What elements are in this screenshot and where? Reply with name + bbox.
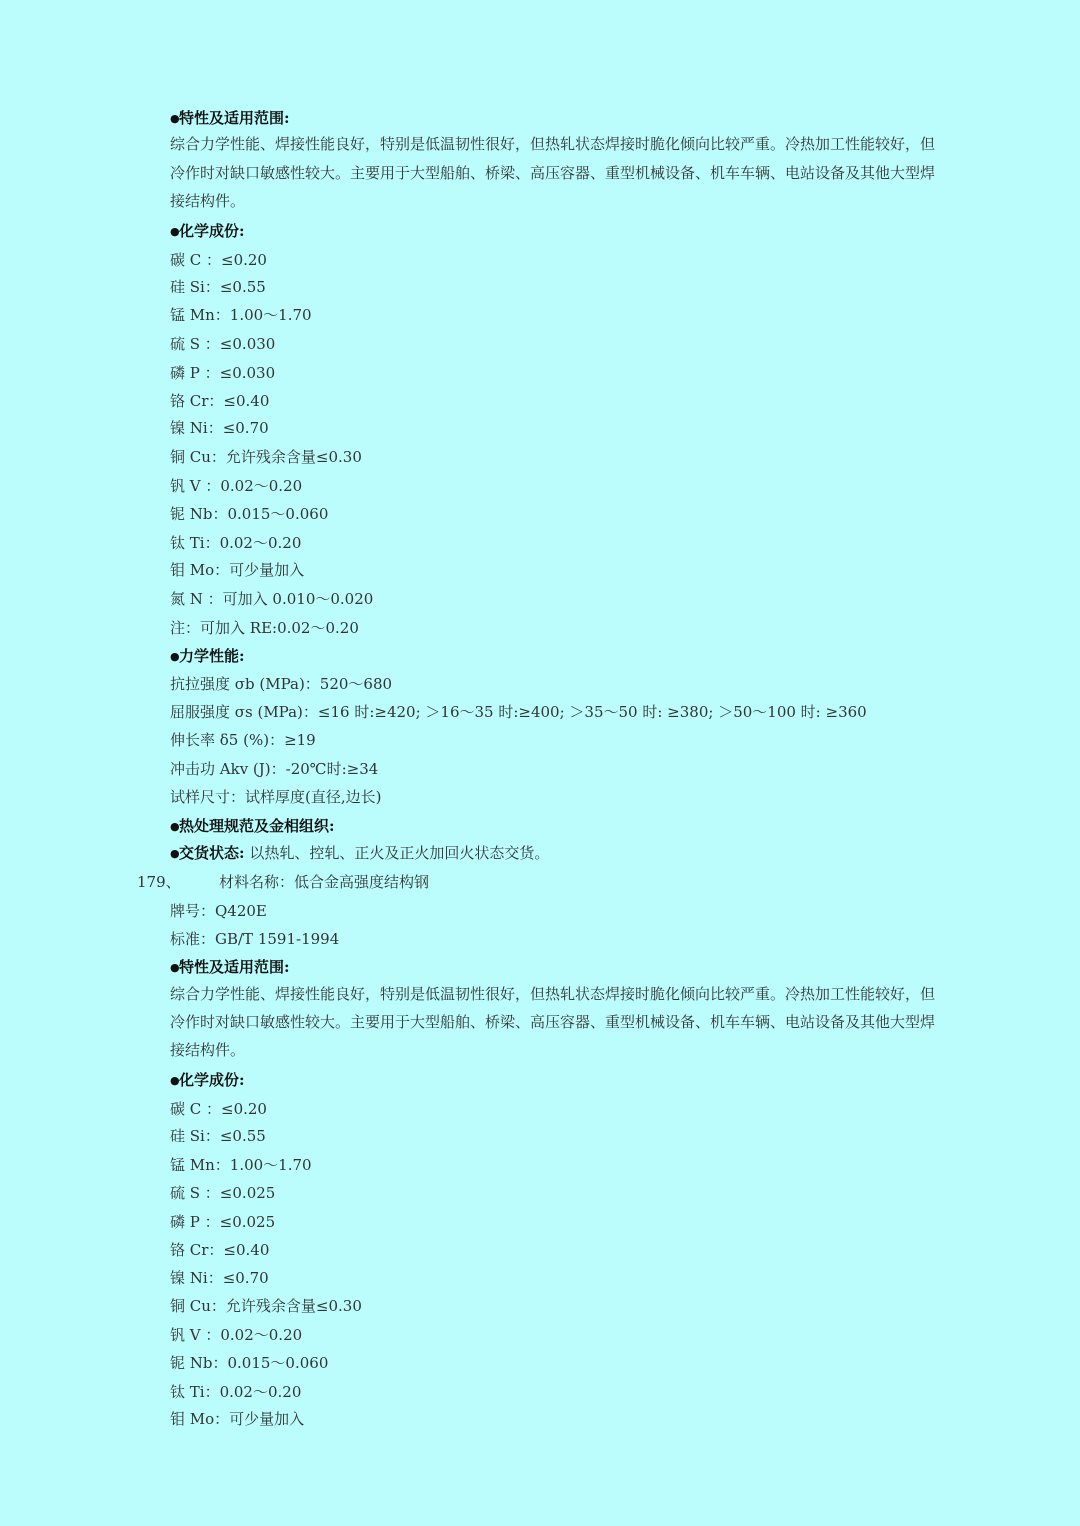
- paragraph-line: 冷作时对缺口敏感性较大。主要用于大型船舶、桥梁、高压容器、重型机械设备、机车车辆、电站设备及其他大型焊: [170, 1013, 936, 1031]
- standard: 标准：GB/T 1591-1994: [170, 930, 340, 948]
- chem-item: 钼 Mo：可少量加入: [170, 561, 305, 579]
- grade: 牌号：Q420E: [170, 902, 267, 920]
- chem-item: 碳 C ：≤0.20: [170, 1100, 267, 1118]
- bullet-icon: ●: [170, 847, 180, 860]
- chem-item: 硅 Si：≤0.55: [170, 1127, 266, 1145]
- delivery-text: 以热轧、控轧、正火及正火加回火状态交货。: [244, 844, 550, 862]
- delivery-state: [170, 839, 1030, 867]
- chem-item: 钒 V ：0.02～0.20: [170, 1326, 303, 1344]
- section-heading-chemistry: [170, 217, 1030, 245]
- chem-item: 镍 Ni：≤0.70: [170, 419, 269, 437]
- chem-item: 硫 S ：≤0.025: [170, 1184, 276, 1202]
- chem-item: 硅 Si：≤0.55: [170, 278, 266, 296]
- mech-item: 冲击功 Akv (J)：-20℃时:≥34: [170, 760, 379, 778]
- chem-item: 钼 Mo：可少量加入: [170, 1410, 305, 1428]
- chem-item: 碳 C ：≤0.20: [170, 251, 267, 269]
- heading-text: 热处理规范及金相组织:: [179, 817, 335, 835]
- section-heading-scope: [170, 953, 1030, 981]
- chem-item: 铬 Cr：≤0.40: [170, 1241, 270, 1259]
- bullet-icon: ●: [170, 112, 180, 125]
- chem-item: 镍 Ni：≤0.70: [170, 1269, 269, 1287]
- mech-item: 试样尺寸：试样厚度(直径,边长): [170, 788, 382, 806]
- section-heading-mechanical: [170, 642, 1030, 670]
- chem-item: 钒 V ：0.02～0.20: [170, 477, 303, 495]
- paragraph-line: 接结构件。: [170, 192, 246, 210]
- mech-item: 屈服强度 σs (MPa)：≤16 时:≥420; ＞16～35 时:≥400; ＞35～50 时: ≥380; ＞50～100 时: ≥360: [170, 703, 867, 721]
- chem-item: 钛 Ti：0.02～0.20: [170, 534, 302, 552]
- heading-text: 特性及适用范围:: [179, 958, 290, 976]
- entry-number: 179、: [137, 873, 181, 891]
- mech-item: 伸长率 δ5 (%)：≥19: [170, 731, 316, 749]
- chem-note: 注：可加入 RE:0.02～0.20: [170, 619, 359, 637]
- chem-item: 硫 S ：≤0.030: [170, 335, 276, 353]
- chem-item: 铜 Cu：允许残余含量≤0.30: [170, 448, 362, 466]
- heading-text: 化学成份:: [179, 1071, 245, 1089]
- chem-item: 磷 P ：≤0.030: [170, 364, 276, 382]
- chem-item: 锰 Mn：1.00～1.70: [170, 1156, 312, 1174]
- paragraph-line: 接结构件。: [170, 1041, 246, 1059]
- bullet-icon: ●: [170, 1074, 180, 1087]
- bullet-icon: ●: [170, 820, 180, 833]
- heading-text: 力学性能:: [179, 647, 245, 665]
- section-heading-heat-treatment: [170, 812, 1030, 840]
- chem-item: 磷 P ：≤0.025: [170, 1213, 276, 1231]
- heading-text: 特性及适用范围:: [179, 109, 290, 127]
- chem-item: 铜 Cu：允许残余含量≤0.30: [170, 1297, 362, 1315]
- chem-item: 铌 Nb：0.015～0.060: [170, 1354, 329, 1372]
- bullet-icon: ●: [170, 650, 180, 663]
- chem-item: 铬 Cr：≤0.40: [170, 392, 270, 410]
- section-heading-scope: [170, 104, 1030, 132]
- chem-item: 锰 Mn：1.00～1.70: [170, 306, 312, 324]
- heading-text: 化学成份:: [179, 222, 245, 240]
- bullet-icon: ●: [170, 961, 180, 974]
- delivery-label: 交货状态:: [179, 844, 245, 862]
- chem-item: 氮 N ：可加入 0.010～0.020: [170, 590, 374, 608]
- mech-item: 抗拉强度 σb (MPa)：520～680: [170, 675, 393, 693]
- chem-item: 铌 Nb：0.015～0.060: [170, 505, 329, 523]
- paragraph-line: 综合力学性能、焊接性能良好，特别是低温韧性很好，但热轧状态焊接时脆化倾向比较严重。冷热加工性能较好，但: [170, 985, 936, 1003]
- paragraph-line: 综合力学性能、焊接性能良好，特别是低温韧性很好，但热轧状态焊接时脆化倾向比较严重。冷热加工性能较好，但: [170, 135, 936, 153]
- chem-item: 钛 Ti：0.02～0.20: [170, 1383, 302, 1401]
- entry-header: [137, 868, 997, 896]
- material-name: 材料名称：低合金高强度结构钢: [219, 873, 430, 891]
- paragraph-line: 冷作时对缺口敏感性较大。主要用于大型船舶、桥梁、高压容器、重型机械设备、机车车辆、电站设备及其他大型焊: [170, 164, 936, 182]
- section-heading-chemistry: [170, 1066, 1030, 1094]
- bullet-icon: ●: [170, 225, 180, 238]
